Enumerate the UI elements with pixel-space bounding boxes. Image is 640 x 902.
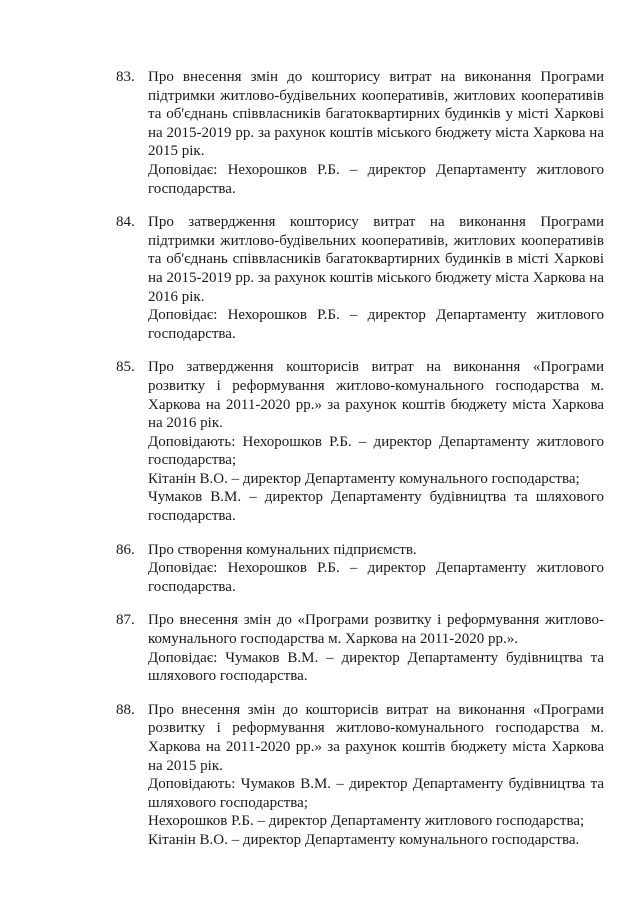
speaker-line: Кітанін В.О. – директор Департаменту комунального господарства. bbox=[148, 831, 580, 848]
agenda-item-84 bbox=[116, 213, 604, 343]
speaker-line: Кітанін В.О. – директор Департаменту комунального господарства; bbox=[148, 470, 580, 487]
agenda-item-83 bbox=[116, 68, 604, 198]
item-title: Про внесення змін до «Програми розвитку і реформування житлово-комунального господарства м. Харкова на 2011-2020 рр.». bbox=[148, 612, 604, 648]
speaker-line: Доповідає: Чумаков В.М. – директор Департаменту будівництва та шляхового господарства. bbox=[148, 649, 604, 685]
item-number: 88. bbox=[116, 701, 135, 718]
speaker-line: Доповідає: Нехорошков Р.Б. – директор Департаменту житлового господарства. bbox=[148, 307, 604, 342]
item-speakers bbox=[148, 306, 604, 343]
item-speakers bbox=[148, 649, 604, 686]
item-number: 83. bbox=[116, 69, 135, 85]
agenda-item-86 bbox=[116, 541, 604, 597]
item-number: 87. bbox=[116, 612, 135, 629]
speaker-line: Нехорошков Р.Б. – директор Департаменту житлового господарства; bbox=[148, 813, 585, 830]
speaker-line: Доповідає: Нехорошков Р.Б. – директор Департаменту житлового господарства. bbox=[148, 161, 604, 197]
item-number: 85. bbox=[116, 359, 135, 376]
item-speakers bbox=[148, 775, 604, 849]
item-speakers bbox=[148, 559, 604, 596]
item-title: Про внесення змін до кошторисів витрат на виконання «Програми розвитку і реформування житлово-комунального господарства м. Харкова на 2011-2020 рр.» за рахунок коштів бюджету міста Харкова на 2015 рік. bbox=[148, 701, 604, 774]
speaker-line: Доповідають: Нехорошков Р.Б. – директор Департаменту житлового господарства; bbox=[148, 433, 604, 469]
item-title: Про внесення змін до кошторису витрат на виконання Програми підтримки житлово-будівельних кооперативів, житлових кооперативів та об'єднань співвласників багатоквартирних будинків у місті Харкові на 2015-2019 рр. за рахунок коштів міського бюджету міста Харкова на 2015 рік. bbox=[148, 69, 604, 160]
speaker-line: Чумаков В.М. – директор Департаменту будівництва та шляхового господарства. bbox=[148, 489, 604, 525]
item-speakers bbox=[148, 161, 604, 198]
item-number: 86. bbox=[116, 541, 135, 558]
item-title: Про затвердження кошторису витрат на виконання Програми підтримки житлово-будівельних кооперативів, житлових кооперативів та об'єднань співвласників багатоквартирних будинків в місті Харкові на 2015-2019 рр. за рахунок коштів міського бюджету міста Харкова на 2016 рік. bbox=[148, 214, 604, 305]
agenda-item-88 bbox=[116, 701, 604, 850]
item-number: 84. bbox=[116, 214, 135, 231]
speaker-line: Доповідають: Чумаков В.М. – директор Департаменту будівництва та шляхового господарства; bbox=[148, 776, 604, 811]
agenda-item-85 bbox=[116, 358, 604, 525]
item-title: Про затвердження кошторисів витрат на виконання «Програми розвитку і реформування житлово-комунального господарства м. Харкова на 2011-2020 рр.» за рахунок коштів бюджету міста Харкова на 2016 рік. bbox=[148, 359, 604, 432]
speaker-line: Доповідає: Нехорошков Р.Б. – директор Департаменту житлового господарства. bbox=[148, 560, 604, 595]
agenda-item-87 bbox=[116, 611, 604, 685]
item-title: Про створення комунальних підприємств. bbox=[148, 541, 417, 558]
item-speakers bbox=[148, 433, 604, 526]
